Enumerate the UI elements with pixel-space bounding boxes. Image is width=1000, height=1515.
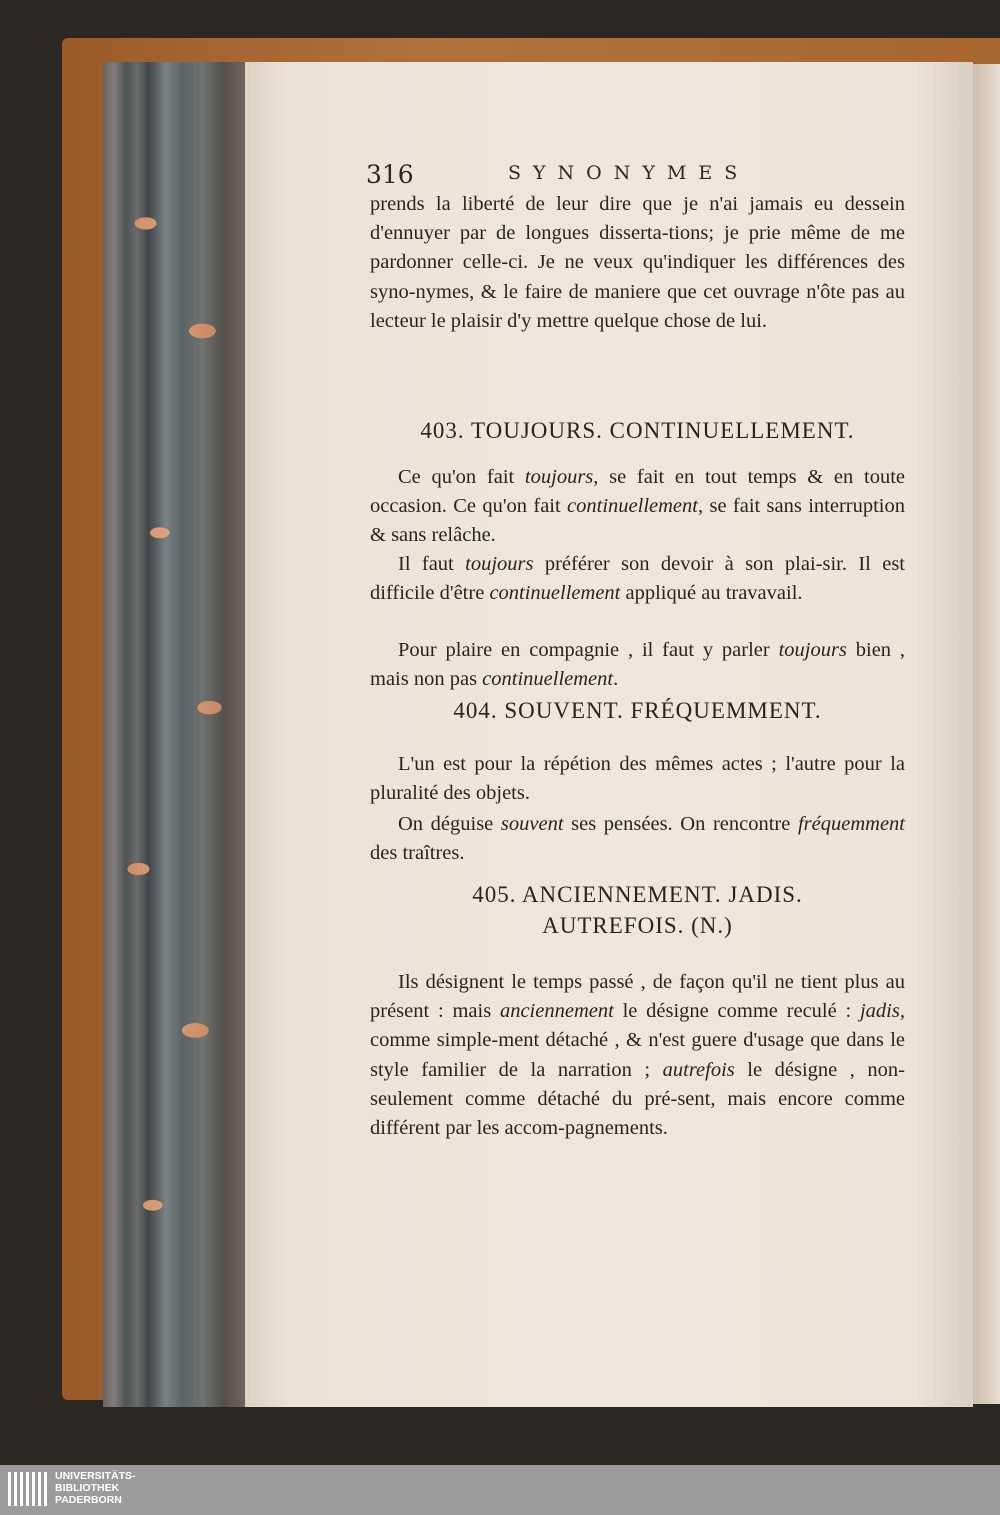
library-name-line3: PADERBORN — [55, 1494, 122, 1506]
paragraph-404-1: L'un est pour la répétion des mêmes actes ; l'autre pour la pluralité des objets. — [370, 753, 905, 805]
page-number: 316 — [366, 160, 414, 189]
paragraph-404-2: On déguise souvent ses pensées. On rencontre fréquemment des traîtres. — [370, 813, 905, 865]
paragraph-405: Ils désignent le temps passé , de façon qu'il ne tient plus au présent : mais anciennement le désigne comme reculé : jadis, comme simple-ment détaché , & n'est guere d'usage que dans le style familier de la narration ; autrefois le désigne , non-seulement comme détaché du pré-sent, mais encore comme différent par les accom-pagnements. — [370, 971, 906, 1140]
paragraph-403-3: Pour plaire en compagnie , il faut y parler toujours bien , mais non pas continuellement. — [370, 639, 905, 691]
facing-page-edge — [973, 64, 1000, 1404]
intro-paragraph: prends la liberté de leur dire que je n'ai jamais eu dessein d'ennuyer par de longues disserta-tions; je prie même de me pardonner celle-ci. Je ne veux qu'indiquer les différences des syno-nymes, & le faire de maniere que cet ouvrage n'ôte pas au lecteur le plaisir d'y mettre quelque chose de lui. — [370, 193, 905, 332]
paragraph-403-2: Il faut toujours préférer son devoir à son plai-sir. Il est difficile d'être continuellement appliqué au travavail. — [370, 553, 905, 605]
entry-heading-403: 403. TOUJOURS. CONTINUELLEMENT. — [420, 418, 855, 443]
library-footer — [0, 1465, 1000, 1515]
fore-edge-shade — [103, 62, 245, 1407]
entry-heading-405-line2: AUTREFOIS. (N.) — [542, 913, 733, 938]
library-name-line1: UNIVERSITÄTS- — [55, 1470, 136, 1482]
library-name — [55, 1470, 136, 1506]
library-logo-icon — [8, 1472, 50, 1506]
library-name-line2: BIBLIOTHEK — [55, 1482, 120, 1494]
paragraph-403-1: Ce qu'on fait toujours, se fait en tout temps & en toute occasion. Ce qu'on fait continuellement, se fait sans interruption & sans relâche. — [370, 466, 905, 547]
running-title: SYNONYMES — [508, 162, 750, 184]
entry-heading-404: 404. SOUVENT. FRÉQUEMMENT. — [453, 698, 822, 723]
entry-heading-405-line1: 405. ANCIENNEMENT. JADIS. — [472, 882, 803, 907]
